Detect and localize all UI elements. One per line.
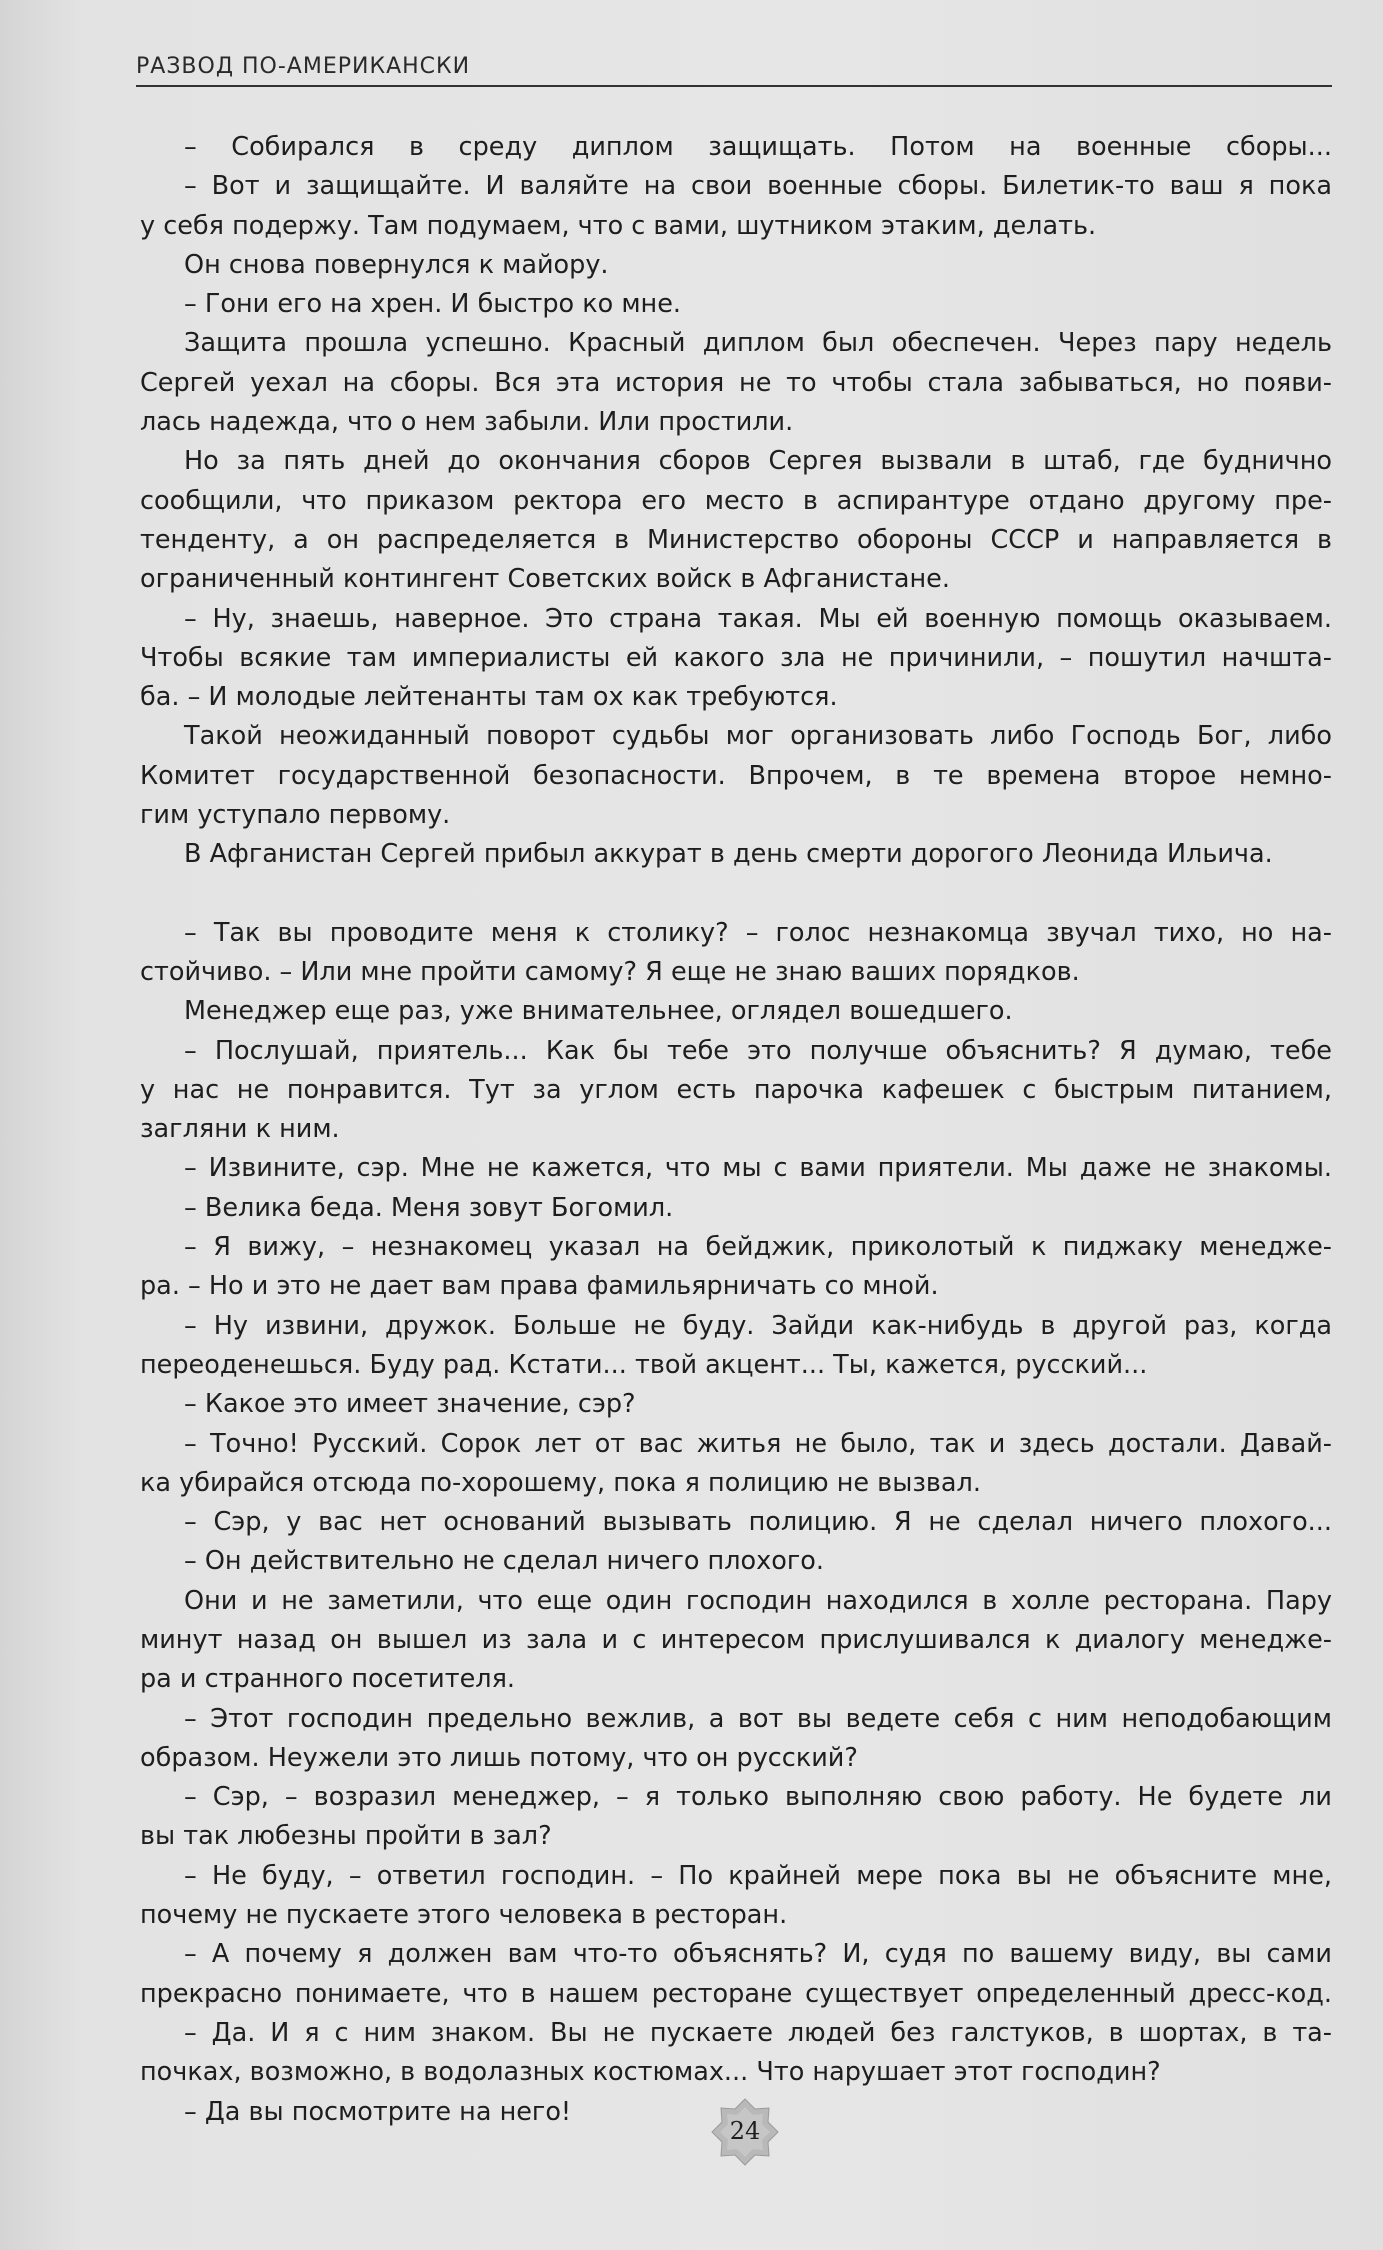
text-line: – Вот и защищайте. И валяйте на свои военные сборы. Билетик-то ваш я пока: [184, 171, 1332, 202]
text-line: сообщили, что приказом ректора его место в аспирантуре отдано другому пре-: [140, 485, 1332, 516]
page-number: 24: [729, 2117, 761, 2145]
text-line: минут назад он вышел из зала и с интересом прислушивался к диалогу менедже-: [140, 1624, 1332, 1655]
text-line: загляни к ним.: [140, 1114, 340, 1145]
text-line: – Велика беда. Меня зовут Богомил.: [184, 1192, 674, 1223]
text-line: вы так любезны пройти в зал?: [140, 1821, 552, 1852]
text-line: стойчиво. – Или мне пройти самому? Я еще не знаю ваших порядков.: [140, 956, 1080, 987]
section-break: [140, 875, 1332, 914]
text-line: – Послушай, приятель... Как бы тебе это получше объяснить? Я думаю, тебе: [184, 1035, 1332, 1066]
text-line: – Гони его на хрен. И быстро ко мне.: [184, 289, 682, 320]
text-line: ра. – Но и это не дает вам права фамильярничать со мной.: [140, 1271, 939, 1302]
text-line: у себя подержу. Там подумаем, что с вами, шутником этаким, делать.: [140, 210, 1097, 241]
text-line: тенденту, а он распределяется в Министерство обороны СССР и направляется в: [140, 524, 1332, 555]
text-line: Сергей уехал на сборы. Вся эта история не то чтобы стала забываться, но появи-: [140, 367, 1332, 398]
text-line: ка убирайся отсюда по-хорошему, пока я полицию не вызвал.: [140, 1467, 981, 1498]
text-line: Комитет государственной безопасности. Впрочем, в те времена второе немно-: [140, 760, 1332, 791]
text-line: – Извините, сэр. Мне не кажется, что мы с вами приятели. Мы даже не знакомы.: [184, 1153, 1332, 1184]
text-line: – Сэр, – возразил менеджер, – я только выполняю свою работу. Не будете ли: [184, 1782, 1332, 1813]
text-line: Менеджер еще раз, уже внимательнее, оглядел вошедшего.: [184, 996, 1013, 1027]
text-line: Чтобы всякие там империалисты ей какого зла не причинили, – пошутил начшта-: [140, 642, 1332, 673]
text-line: почему не пускаете этого человека в ресторан.: [140, 1900, 788, 1931]
text-line: – А почему я должен вам что-то объяснять? И, судя по вашему виду, вы сами: [184, 1939, 1332, 1970]
text-line: – Я вижу, – незнакомец указал на бейджик, приколотый к пиджаку менедже-: [184, 1232, 1332, 1263]
text-line: ба. – И молодые лейтенанты там ох как требуются.: [140, 682, 838, 713]
text-line: ра и странного посетителя.: [140, 1664, 516, 1695]
text-line: Такой неожиданный поворот судьбы мог организовать либо Господь Бог, либо: [184, 721, 1332, 752]
text-line: Но за пять дней до окончания сборов Сергея вызвали в штаб, где буднично: [184, 446, 1332, 477]
text-line: ограниченный контингент Советских войск в Афганистане.: [140, 564, 950, 595]
text-line: – Не буду, – ответил господин. – По крайней мере пока вы не объясните мне,: [184, 1860, 1332, 1891]
text-line: – Так вы проводите меня к столику? – голос незнакомца звучал тихо, но на-: [184, 917, 1332, 948]
text-line: – Сэр, у вас нет оснований вызывать полицию. Я не сделал ничего плохого...: [184, 1507, 1332, 1538]
text-line: гим уступало первому.: [140, 800, 451, 831]
running-head: РАЗВОД ПО-АМЕРИКАНСКИ: [136, 54, 1332, 87]
text-line: Они и не заметили, что еще один господин находился в холле ресторана. Пару: [184, 1585, 1332, 1616]
text-line: – Ну извини, дружок. Больше не буду. Зайди как-нибудь в другой раз, когда: [184, 1310, 1332, 1341]
text-line: – Ну, знаешь, наверное. Это страна такая. Мы ей военную помощь оказываем.: [184, 603, 1332, 634]
body-text: [140, 128, 1332, 2132]
text-line: у нас не понравится. Тут за углом есть парочка кафешек с быстрым питанием,: [140, 1074, 1332, 1105]
text-line: – Да. И я с ним знаком. Вы не пускаете людей без галстуков, в шортах, в та-: [184, 2017, 1332, 2048]
text-line: – Точно! Русский. Сорок лет от вас житья не было, так и здесь достали. Давай-: [184, 1428, 1332, 1459]
text-line: – Этот господин предельно вежлив, а вот вы ведете себя с ним неподобающим: [184, 1703, 1332, 1734]
text-line: – Да вы посмотрите на него!: [184, 2096, 572, 2127]
text-line: – Собирался в среду диплом защищать. Потом на военные сборы...: [184, 132, 1332, 162]
text-line: Защита прошла успешно. Красный диплом был обеспечен. Через пару недель: [184, 328, 1332, 359]
page-number-ornament: [710, 2097, 780, 2167]
text-line: переоденешься. Буду рад. Кстати... твой акцент... Ты, кажется, русский...: [140, 1349, 1148, 1380]
text-line: – Какое это имеет значение, сэр?: [184, 1389, 636, 1420]
text-line: почках, возможно, в водолазных костюмах... Что нарушает этот господин?: [140, 2057, 1161, 2088]
text-line: образом. Неужели это лишь потому, что он русский?: [140, 1742, 858, 1773]
text-line: Он снова повернулся к майору.: [184, 249, 609, 280]
text-line: – Он действительно не сделал ничего плохого.: [184, 1546, 824, 1577]
text-line: лась надежда, что о нем забыли. Или простили.: [140, 407, 794, 438]
text-line: прекрасно понимаете, что в нашем ресторане существует определенный дресс-код.: [140, 1978, 1332, 2009]
text-line: В Афганистан Сергей прибыл аккурат в день смерти дорогого Леонида Ильича.: [184, 839, 1273, 870]
